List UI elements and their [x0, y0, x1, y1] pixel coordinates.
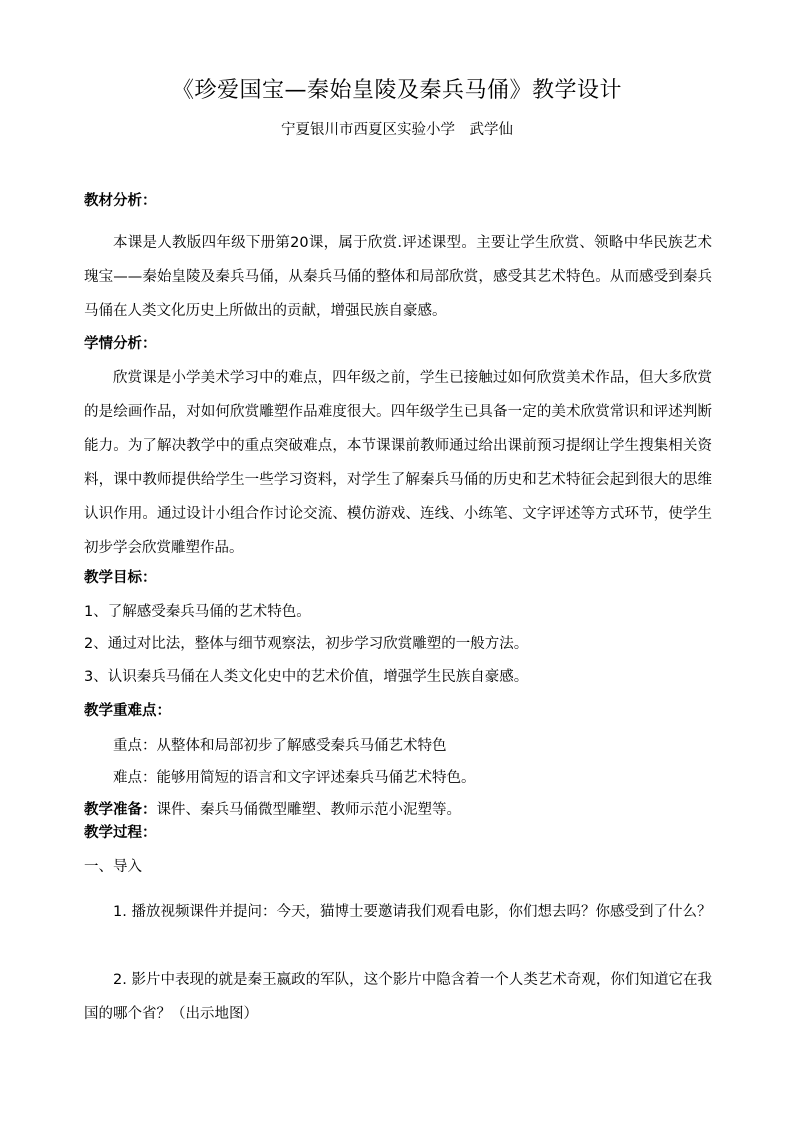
- material-analysis-text: 本课是人教版四年级下册第20课，属于欣赏.评述课型。主要让学生欣赏、领略中华民族艺术瑰宝——秦始皇陵及秦兵马俑，从秦兵马俑的整体和局部欣赏，感受其艺术特色。从而感受到秦兵马俑在人类文化历史上所做出的贡献，增强民族自豪感。: [84, 235, 712, 319]
- process-heading: 教学过程：: [84, 825, 157, 841]
- objective-item-2: 2、通过对比法，整体与细节观察法，初步学习欣赏雕塑的一般方法。: [84, 636, 529, 652]
- key-point-focus: 重点：从整体和局部初步了解感受秦兵马俑艺术特色: [113, 738, 447, 754]
- objectives-heading: 教学目标：: [84, 570, 157, 586]
- preparation-line: [84, 799, 461, 821]
- material-analysis-heading: 教材分析：: [84, 193, 157, 209]
- key-points-heading: 教学重难点：: [84, 703, 171, 719]
- objective-item-3: 3、认识秦兵马俑在人类文化史中的艺术价值，增强学生民族自豪感。: [84, 669, 529, 685]
- key-point-difficulty: 难点：能够用简短的语言和文字评述秦兵马俑艺术特色。: [113, 770, 476, 786]
- objective-item-1: 1、了解感受秦兵马俑的艺术特色。: [84, 604, 311, 620]
- preparation-label: 教学准备：: [84, 802, 157, 818]
- process-item-1-text: 1. 播放视频课件并提问：今天，猫博士要邀请我们观看电影，你们想去吗？你感受到了什么？: [113, 904, 712, 920]
- process-item-2-text: 2. 影片中表现的就是秦王嬴政的军队，这个影片中隐含着一个人类艺术奇观，你们知道它在我国的哪个省？（出示地图）: [84, 972, 712, 1022]
- author-line: 宁夏银川市西夏区实验小学 武学仙: [281, 122, 513, 138]
- learner-analysis-heading: 学情分析：: [84, 336, 157, 352]
- process-item-1: [84, 895, 712, 929]
- process-step-one: 一、导入: [84, 859, 142, 875]
- learner-analysis-paragraph: [84, 361, 712, 565]
- document-title: 《珍爱国宝—秦始皇陵及秦兵马俑》教学设计: [171, 78, 622, 103]
- process-item-2: [84, 963, 712, 1031]
- material-analysis-paragraph: [84, 226, 712, 328]
- preparation-text: 课件、秦兵马俑微型雕塑、教师示范小泥塑等。: [156, 802, 461, 818]
- learner-analysis-text: 欣赏课是小学美术学习中的难点，四年级之前，学生已接触过如何欣赏美术作品，但大多欣赏的是绘画作品，对如何欣赏雕塑作品难度很大。四年级学生已具备一定的美术欣赏常识和评述判断能力。为了解决教学中的重点突破难点，本节课课前教师通过给出课前预习提纲让学生搜集相关资料，课中教师提供给学生一些学习资料，对学生了解秦兵马俑的历史和艺术特征会起到很大的思维认识作用。通过设计小组合作讨论交流、模仿游戏、连线、小练笔、文字评述等方式环节，使学生初步学会欣赏雕塑作品。: [84, 370, 712, 556]
